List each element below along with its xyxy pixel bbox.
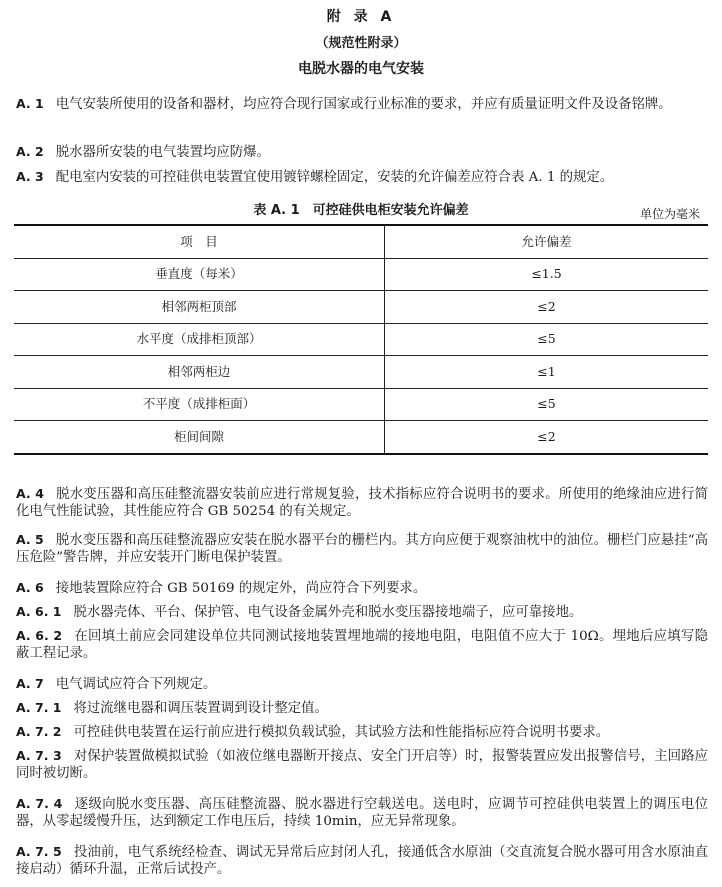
clause-a1 bbox=[16, 96, 708, 113]
clause-text: 脱水变压器和高压硅整流器应安装在脱水器平台的栅栏内。其方向应便于观察油枕中的油位。栅栏门应悬挂“高压危险”警告牌，并应安装开门断电保护装置。 bbox=[16, 533, 708, 566]
clause-text: 配电室内安装的可控硅供电装置宜使用镀锌螺栓固定，安装的允许偏差应符合表 A. 1 的规定。 bbox=[55, 170, 614, 185]
clause-number: A. 7. 3 bbox=[16, 748, 62, 763]
clause-text: 脱水变压器和高压硅整流器安装前应进行常规复验，技术指标应符合说明书的要求。所使用的绝缘油应进行简化电气性能试验，其性能应符合 GB 50254 的有关规定。 bbox=[16, 487, 708, 520]
table-row bbox=[14, 258, 708, 291]
tolerance-cell: ≤5 bbox=[385, 323, 709, 356]
clause-number: A. 1 bbox=[16, 96, 44, 111]
tolerance-cell: ≤1 bbox=[385, 356, 709, 389]
clause-number: A. 3 bbox=[16, 169, 44, 184]
column-header-item: 项 目 bbox=[14, 225, 385, 258]
clause-a7 bbox=[16, 676, 708, 693]
clause-number: A. 4 bbox=[16, 486, 44, 501]
table-unit: 单位为毫米 bbox=[639, 207, 700, 221]
clause-number: A. 7. 2 bbox=[16, 724, 62, 739]
item-cell: 水平度（成排柜顶部） bbox=[14, 323, 385, 356]
item-cell: 不平度（成排柜面） bbox=[14, 388, 385, 421]
clause-a7-2 bbox=[16, 724, 708, 741]
clause-text: 对保护装置做模拟试验（如液位继电器断开接点、安全门开启等）时，报警装置应发出报警信号，主回路应同时被切断。 bbox=[16, 749, 708, 782]
clause-a3 bbox=[16, 169, 708, 186]
table-row bbox=[14, 356, 708, 389]
clause-number: A. 6. 1 bbox=[16, 604, 62, 619]
clause-number: A. 5 bbox=[16, 532, 44, 547]
clause-a7-3 bbox=[16, 748, 708, 783]
clause-a7-5 bbox=[16, 844, 708, 879]
tolerance-cell: ≤2 bbox=[385, 291, 709, 324]
appendix-heading: 电脱水器的电气安装 bbox=[298, 61, 424, 77]
clause-number: A. 2 bbox=[16, 144, 44, 159]
clause-number: A. 7. 1 bbox=[16, 700, 62, 715]
appendix-title: 附 录 A bbox=[326, 9, 396, 25]
clause-text: 逐级向脱水变压器、高压硅整流器、脱水器进行空载送电。送电时，应调节可控硅供电装置上的调压电位器，从零起缓慢升压，达到额定工作电压后，持续 10min，应无异常现象。 bbox=[16, 797, 708, 830]
clause-a5 bbox=[16, 532, 708, 567]
clause-number: A. 6. 2 bbox=[16, 628, 63, 643]
clause-a7-4 bbox=[16, 796, 708, 831]
table-caption: 表 A. 1 可控硅供电柜安装允许偏差 bbox=[253, 203, 469, 218]
table-row bbox=[14, 388, 708, 421]
column-header-tolerance: 允许偏差 bbox=[385, 225, 709, 258]
item-cell: 柜间间隙 bbox=[14, 421, 385, 454]
clause-number: A. 7 bbox=[16, 676, 44, 691]
tolerance-cell: ≤2 bbox=[385, 421, 709, 454]
table-row bbox=[14, 291, 708, 324]
clause-text: 将过流继电器和调压装置调到设计整定值。 bbox=[73, 701, 328, 716]
clause-a6-2 bbox=[16, 628, 708, 663]
clause-text: 可控硅供电装置在运行前应进行模拟负载试验，其试验方法和性能指标应符合说明书要求。 bbox=[73, 725, 610, 740]
clause-number: A. 6 bbox=[16, 580, 44, 595]
clause-text: 电气安装所使用的设备和器材，均应符合现行国家或行业标准的要求，并应有质量证明文件及设备铭牌。 bbox=[55, 97, 672, 112]
clause-text: 电气调试应符合下列规定。 bbox=[55, 677, 217, 692]
clause-a7-1 bbox=[16, 700, 708, 717]
clause-text: 脱水器壳体、平台、保护管、电气设备金属外壳和脱水变压器接地端子，应可靠接地。 bbox=[73, 605, 583, 620]
table-row bbox=[14, 323, 708, 356]
tolerance-cell: ≤5 bbox=[385, 388, 709, 421]
clause-a4 bbox=[16, 486, 708, 521]
clause-text: 接地装置除应符合 GB 50169 的规定外，尚应符合下列要求。 bbox=[55, 581, 427, 596]
clause-number: A. 7. 4 bbox=[16, 796, 63, 811]
item-cell: 垂直度（每米） bbox=[14, 258, 385, 291]
clause-text: 在回填土前应会同建设单位共同测试接地装置埋地端的接地电阻，电阻值不应大于 10Ω。埋地后应填写隐蔽工程记录。 bbox=[16, 629, 708, 662]
table-header-row bbox=[14, 225, 708, 258]
clause-text: 投油前，电气系统经检查、调试无异常后应封闭人孔，接通低含水原油（交直流复合脱水器可用含水原油直接启动）循环升温，正常后试投产。 bbox=[16, 845, 708, 878]
item-cell: 相邻两柜边 bbox=[14, 356, 385, 389]
clause-a2 bbox=[16, 144, 708, 161]
clause-a6-1 bbox=[16, 604, 708, 621]
clause-a6 bbox=[16, 580, 708, 597]
clause-text: 脱水器所安装的电气装置均应防爆。 bbox=[55, 145, 270, 160]
clause-number: A. 7. 5 bbox=[16, 844, 62, 859]
table-row bbox=[14, 421, 708, 454]
item-cell: 相邻两柜顶部 bbox=[14, 291, 385, 324]
appendix-subtitle: （规范性附录） bbox=[315, 36, 407, 51]
tolerance-table bbox=[14, 224, 708, 455]
tolerance-cell: ≤1.5 bbox=[385, 258, 709, 291]
